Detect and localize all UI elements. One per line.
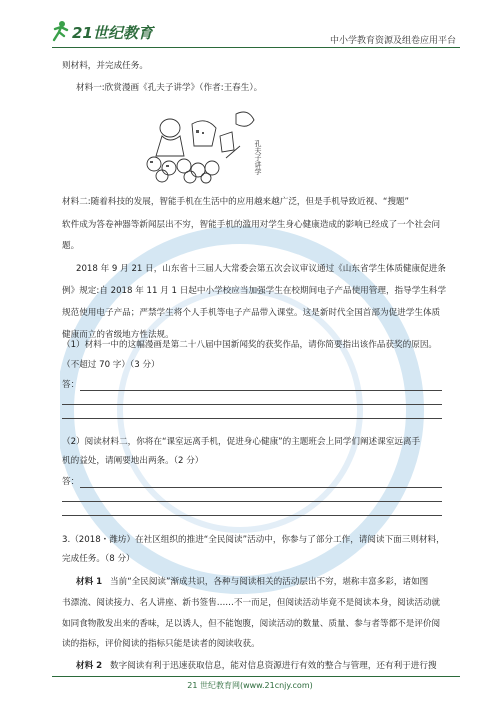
answer-line[interactable] [80,390,442,391]
reading-material-1-label: 材料 1 [76,577,103,587]
answer-line[interactable] [62,501,442,502]
answer-line[interactable] [62,404,442,405]
question-1-line-1: （1）材料一中的这幅漫画是第二十八届中国新闻奖的获奖作品，请你简要指出该作品获奖的原因。 [62,340,438,350]
answer-label-1: 答： [62,380,80,390]
reading-material-1-line-3: 如同食物散发出来的香味，足以诱人，但不能饱腹，阅读活动的数量、质量、参与者等都不是评价阅 [62,619,441,629]
material-2-line-3: 题。 [62,241,80,251]
runner-logo-icon [50,20,70,42]
answer-line[interactable] [80,487,442,488]
answer-line[interactable] [62,515,442,516]
question-3-line-2: 完成任务。（8 分） [62,554,135,564]
answer-label-2: 答： [62,477,80,487]
cartoon-side-text: 孔夫子讲学 [254,140,262,175]
question-2-line-2: 机的益处，请阐要地出两条。（2 分） [62,456,204,466]
material-1-title: 材料一:欣赏漫画《孔夫子讲学》（作者:王春生）。 [76,83,263,93]
reading-material-1-line-4: 读的指标，评价阅读的指标只能是读者的阅读收获。 [62,639,260,649]
reading-material-2-label: 材料 2 [76,661,103,671]
question-2-line-1: （2）阅读材料二，你将在“课室远离手机，促进身心健康”的主题班会上同学们阐述课室远离手 [62,437,421,447]
header-divider [52,47,460,48]
logo-text: 21世纪教育 [72,24,153,42]
reading-material-1-line-2: 书漂流、阅读接力、名人讲座、新书签售……不一而足，但阅读活动毕竟不是阅读本身，阅读活动就 [62,598,441,608]
law-text-line-2: 例》规定:自 2018 年 11 月 1 日起中小学校应当加强学生在校期间电子产品使用管理，指导学生科学 [62,286,447,296]
header-platform-text: 中小学教育资源及组卷应用平台 [329,36,456,46]
reading-material-1-line-1: 当前“全民阅读”渐成共识，各种与阅读相关的活动层出不穷，堪称丰富多彩，诸如图 [110,577,429,587]
reading-material-2-line-1: 数字阅读有利于迅速获取信息，能对信息资源进行有效的整合与管理，还有利于进行搜 [110,661,437,671]
cartoon-image [136,106,276,184]
footer-text: 21 世纪教育网(www.21cnjy.com) [187,681,313,690]
question-3-line-1: 3.（2018・潍坊）在社区组织的推进“全民阅读”活动中，你参与了部分工作，请阅读下面三则材料， [62,535,445,545]
material-2-line-1: 材料二:随着科技的发展，智能手机在生活中的应用越来越广泛，但是手机导致近视、“搜题” [62,197,409,207]
intro-text: 则材料，并完成任务。 [62,61,148,71]
answer-line[interactable] [62,418,442,419]
site-logo [50,20,180,42]
law-text-line-3: 规范使用电子产品；严禁学生将个人手机等电子产品带入课堂。这是新时代全国首部为促进学生体质 [62,308,441,318]
law-text-line-4: 健康而立的省级地方性法规。 [62,330,174,340]
footer-divider [52,676,460,677]
question-1-line-2: （不超过 70 字）（3 分） [62,360,160,370]
law-text-line-1: 2018 年 9 月 21 日，山东省十三届人大常委会第五次会议审议通过《山东省学生体质健康促进条 [76,264,446,274]
material-2-line-2: 软件成为答卷神器等新闻层出不穷，智能手机的滥用对学生身心健康造成的影响已经成了一个社会问 [62,220,441,230]
